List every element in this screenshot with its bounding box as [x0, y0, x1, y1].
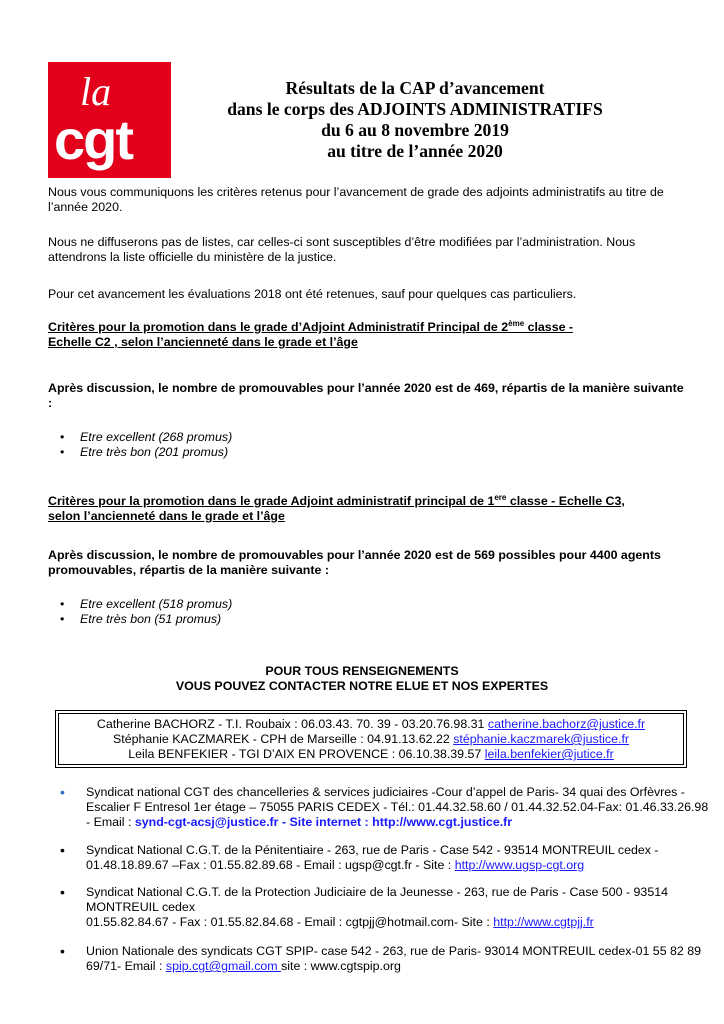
- contact-row: [59, 717, 683, 732]
- contacts-box: [58, 713, 684, 765]
- union-4-email-link[interactable]: spip.cgt@gmail.com: [165, 959, 282, 973]
- union-item: [60, 785, 710, 830]
- intro-paragraph-2: Nous ne diffuserons pas de listes, car celles-ci sont susceptibles d’être modifiées par l’administration. Nous attendrons la liste officielle du ministère de la justice.: [48, 235, 636, 264]
- section-1-list: [60, 430, 232, 460]
- section-2-heading-sup: ere: [494, 493, 507, 502]
- contact-text: Stéphanie KACZMAREK - CPH de Marseille : 04.91.13.62.22: [112, 732, 454, 746]
- union-2-site-link[interactable]: http://www.ugsp-cgt.org: [454, 858, 585, 872]
- union-1-site-link[interactable]: http://www.cgt.justice.fr: [372, 815, 513, 829]
- title-line-1: Résultats de la CAP d’avancement: [285, 78, 545, 98]
- unions-list: [60, 785, 710, 974]
- intro-paragraph-3: Pour cet avancement les évaluations 2018 ont été retenues, sauf pour quelques cas particuliers.: [48, 287, 577, 301]
- section-2-heading: [48, 494, 688, 524]
- union-3-line-2: 01.55.82.84.67 - Fax : 01.55.82.84.68 - Email : cgtpjj@hotmail.com- Site :: [86, 915, 494, 929]
- union-3-site-link[interactable]: http://www.cgtpjj.fr: [493, 915, 594, 929]
- section-2-summary: Après discussion, le nombre de promouvables pour l’année 2020 est de 569 possibles pour 4400 agents promouvables, répartis de la manière suivante :: [48, 548, 661, 577]
- union-4-text: Union Nationale des syndicats CGT SPIP- case 542 - 263, rue de Paris- 93014 MONTREUIL cedex-01 55 82 89 69/71- Email :: [86, 944, 702, 973]
- contact-row: [59, 747, 683, 762]
- union-2-text: Syndicat National C.G.T. de la Pénitentiaire - 263, rue de Paris - Case 542 - 93514 MONTREUIL cedex - 01.48.18.89.67 –Fax : 01.55.82.89.68 - Email : ugsp@cgt.fr - Site :: [86, 843, 659, 872]
- union-item: [60, 885, 710, 930]
- section-2-heading-a: Critères pour la promotion dans le grade Adjoint administratif principal de 1: [48, 494, 495, 508]
- title-line-2: dans le corps des ADJOINTS ADMINISTRATIFS: [227, 99, 603, 119]
- section-2-heading-line-2: selon l’ancienneté dans le grade et l’âge: [48, 509, 285, 523]
- union-1-email[interactable]: synd-cgt-acsj@justice.fr: [134, 815, 279, 829]
- union-1-text: Syndicat national CGT des chancelleries & services judiciaires -Cour d’appel de Paris- 34 quai des Orfèvres - Escalier F Entresol 1er étage – 75055 PARIS CEDEX - Tél.: 01.44.32.58.60 / 01.44.32.52.04-Fax: 01.46.33.26.98 - Email :: [86, 785, 709, 829]
- section-1-heading-b: classe -: [524, 320, 574, 334]
- section-1-heading-a: Critères pour la promotion dans le grade d’Adjoint Administratif Principal de 2: [48, 320, 509, 334]
- contact-heading-line-2: VOUS POUVEZ CONTACTER NOTRE ELUE ET NOS EXPERTES: [175, 679, 549, 693]
- cgt-logo: [48, 62, 171, 178]
- intro-paragraph-1: Nous vous communiquons les critères retenus pour l’avancement de grade des adjoints administratifs au titre de l’année 2020.: [48, 185, 664, 214]
- contact-heading-line-1: POUR TOUS RENSEIGNEMENTS: [265, 664, 459, 678]
- section-2-heading-b: classe - Echelle C3,: [506, 494, 625, 508]
- list-item: • Etre excellent (518 promus): [60, 597, 232, 612]
- union-item: [60, 944, 710, 974]
- union-4-tail: site : www.cgtspip.org: [281, 959, 401, 973]
- contact-email-link[interactable]: catherine.bachorz@justice.fr: [487, 717, 646, 731]
- list-item: • Etre très bon (51 promus): [60, 612, 232, 627]
- union-item: [60, 843, 710, 873]
- logo-cgt-text: cgt: [54, 108, 132, 171]
- title-line-4: au titre de l’année 2020: [327, 141, 503, 161]
- contact-heading: [48, 664, 676, 694]
- union-1-site-label: - Site internet :: [278, 815, 373, 829]
- title-line-3: du 6 au 8 novembre 2019: [321, 120, 509, 140]
- section-1-heading-line-2: Echelle C2 , selon l’ancienneté dans le grade et l’âge: [48, 335, 358, 349]
- contact-row: [59, 732, 683, 747]
- section-1-heading-sup: ème: [508, 319, 525, 328]
- contact-email-link[interactable]: leila.benfekier@jutice.fr: [484, 747, 614, 761]
- logo-la-text: la: [80, 69, 112, 114]
- list-item: • Etre très bon (201 promus): [60, 445, 232, 460]
- list-item: • Etre excellent (268 promus): [60, 430, 232, 445]
- section-1-summary: Après discussion, le nombre de promouvables pour l’année 2020 est de 469, répartis de la manière suivante :: [48, 381, 684, 410]
- section-2-list: [60, 597, 232, 627]
- contact-text: Leila BENFEKIER - TGI D’AIX EN PROVENCE : 06.10.38.39.57: [128, 747, 485, 761]
- union-3-line-1: • Syndicat National C.G.T. de la Protection Judiciaire de la Jeunesse - 263, rue de Paris - Case 500 - 93514 MONTREUIL cedex: [86, 885, 668, 914]
- contact-email-link[interactable]: stéphanie.kaczmarek@justice.fr: [453, 732, 630, 746]
- contact-text: Catherine BACHORZ - T.I. Roubaix : 06.03.43. 70. 39 - 03.20.76.98.31: [96, 717, 488, 731]
- section-1-heading: [48, 320, 688, 350]
- document-title: [180, 78, 650, 162]
